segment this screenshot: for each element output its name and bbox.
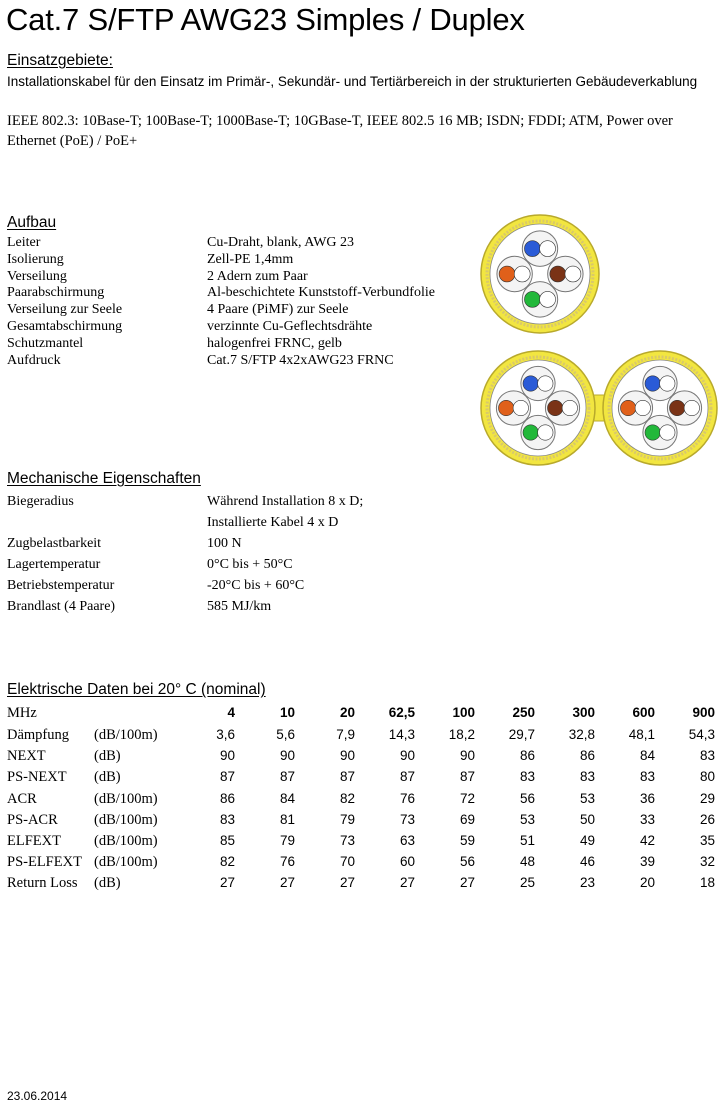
elektrisch-cell: 90 bbox=[219, 748, 235, 764]
elektrisch-cell: 35 bbox=[699, 833, 715, 848]
elektrisch-cell: 87 bbox=[219, 769, 235, 785]
elektrisch-cell: 82 bbox=[219, 854, 235, 870]
elektrisch-cell: 49 bbox=[579, 833, 595, 848]
elektrisch-cell: 42 bbox=[639, 833, 655, 848]
elektrisch-cell: 27 bbox=[279, 875, 295, 891]
pair-brown-wire bbox=[670, 400, 685, 415]
pair-brown-white-wire bbox=[562, 400, 577, 415]
elektrisch-row bbox=[0, 769, 720, 790]
elektrisch-cell: 250 bbox=[512, 705, 535, 720]
pair-brown-white-wire bbox=[565, 266, 581, 282]
elektrisch-row-label: PS-ELFEXT bbox=[7, 854, 82, 871]
mechanisch-row-label: Zugbelastbarkeit bbox=[7, 536, 102, 551]
elektrisch-cell: 29 bbox=[699, 790, 715, 806]
document-date: 23.06.2014 bbox=[7, 1089, 68, 1103]
elektrisch-row bbox=[0, 854, 720, 875]
elektrisch-row-unit: (dB/100m) bbox=[94, 790, 158, 807]
elektrisch-cell: 23 bbox=[579, 875, 595, 891]
elektrisch-row-unit: (dB/100m) bbox=[94, 854, 158, 871]
elektrisch-cell: 81 bbox=[279, 811, 295, 827]
elektrisch-header-row bbox=[0, 705, 720, 726]
aufbau-row bbox=[0, 251, 720, 268]
elektrisch-cell: 3,6 bbox=[216, 727, 235, 742]
elektrisch-cell: 83 bbox=[219, 811, 235, 827]
elektrisch-row-unit: (dB) bbox=[94, 748, 121, 765]
aufbau-row-value: verzinnte Cu-Geflechtsdrähte bbox=[207, 319, 373, 334]
pair-green-white-wire bbox=[538, 425, 553, 440]
elektrisch-row-unit: (dB/100m) bbox=[94, 833, 158, 849]
aufbau-row-value: 4 Paare (PiMF) zur Seele bbox=[207, 302, 349, 318]
elektrisch-cell: 53 bbox=[579, 790, 595, 806]
pair-blue-white-wire bbox=[660, 376, 675, 391]
elektrisch-cell: 63 bbox=[399, 833, 415, 848]
aufbau-heading: Aufbau bbox=[7, 214, 57, 231]
pair-orange-white-wire bbox=[514, 266, 530, 282]
elektrisch-row bbox=[0, 791, 720, 812]
elektrisch-cell: 87 bbox=[339, 769, 355, 785]
elektrisch-cell: 20 bbox=[639, 875, 655, 891]
mechanisch-row-label: Lagertemperatur bbox=[7, 557, 101, 572]
cable-duplex-diagram bbox=[478, 349, 720, 467]
elektrisch-row-label: Return Loss bbox=[7, 875, 78, 892]
aufbau-row-label: Leiter bbox=[7, 235, 41, 250]
elektrisch-cell: 83 bbox=[639, 769, 655, 785]
elektrisch-cell: 79 bbox=[339, 811, 355, 827]
elektrisch-cell: 86 bbox=[519, 748, 535, 764]
page-title: Cat.7 S/FTP AWG23 Simples / Duplex bbox=[6, 2, 525, 37]
elektrisch-cell: 62,5 bbox=[388, 705, 415, 720]
elektrisch-cell: 18 bbox=[699, 875, 715, 891]
elektrisch-row-unit: (dB/100m) bbox=[94, 811, 158, 828]
elektrisch-cell: 56 bbox=[519, 790, 535, 806]
cable-simplex-diagram bbox=[480, 212, 600, 336]
mechanisch-row bbox=[0, 515, 720, 536]
elektrisch-cell: 48,1 bbox=[628, 727, 655, 742]
elektrisch-cell: 87 bbox=[279, 769, 295, 785]
elektrisch-row-label: ACR bbox=[7, 790, 37, 807]
elektrisch-row-label: MHz bbox=[7, 705, 37, 721]
elektrisch-cell: 54,3 bbox=[688, 727, 715, 742]
elektrisch-cell: 70 bbox=[339, 854, 355, 870]
aufbau-row-value: 2 Adern zum Paar bbox=[207, 268, 308, 284]
mechanisch-row bbox=[0, 536, 720, 557]
pair-blue-white-wire bbox=[540, 241, 556, 257]
elektrisch-cell: 26 bbox=[699, 811, 715, 827]
aufbau-row-label: Aufdruck bbox=[7, 352, 61, 368]
elektrisch-cell: 76 bbox=[279, 854, 295, 870]
pair-green-wire bbox=[524, 291, 540, 307]
mechanisch-row-value: -20°C bis + 60°C bbox=[207, 578, 305, 593]
elektrisch-cell: 25 bbox=[519, 875, 535, 891]
pair-blue-wire bbox=[524, 241, 540, 257]
elektrisch-cell: 83 bbox=[519, 769, 535, 785]
elektrisch-cell: 27 bbox=[399, 875, 415, 891]
elektrisch-row-unit: (dB) bbox=[94, 769, 121, 786]
elektrisch-cell: 39 bbox=[639, 854, 655, 870]
elektrisch-cell: 51 bbox=[519, 833, 535, 848]
pair-blue-white-wire bbox=[538, 376, 553, 391]
elektrisch-cell: 50 bbox=[579, 811, 595, 827]
elektrisch-row-unit: (dB/100m) bbox=[94, 727, 158, 743]
pair-orange-white-wire bbox=[513, 400, 528, 415]
pair-orange-white-wire bbox=[635, 400, 650, 415]
elektrisch-cell: 60 bbox=[399, 854, 415, 870]
mechanisch-row-value: 100 N bbox=[207, 536, 242, 551]
einsatz-heading: Einsatzgebiete: bbox=[7, 52, 113, 69]
mechanisch-row-value: Installierte Kabel 4 x D bbox=[207, 515, 339, 530]
pair-blue-wire bbox=[645, 376, 660, 391]
elektrisch-cell: 46 bbox=[579, 854, 595, 870]
mechanisch-row-value: 585 MJ/km bbox=[207, 599, 272, 614]
elektrisch-row-label: NEXT bbox=[7, 748, 46, 765]
mechanisch-row-value: 0°C bis + 50°C bbox=[207, 557, 293, 572]
aufbau-row-label: Verseilung zur Seele bbox=[7, 302, 123, 318]
elektrisch-row bbox=[0, 875, 720, 896]
elektrisch-heading: Elektrische Daten bei 20° C (nominal) bbox=[7, 681, 266, 698]
elektrisch-cell: 27 bbox=[339, 875, 355, 891]
mechanisch-row-label: Betriebstemperatur bbox=[7, 578, 115, 593]
elektrisch-cell: 5,6 bbox=[276, 727, 295, 742]
elektrisch-cell: 14,3 bbox=[388, 727, 415, 742]
elektrisch-cell: 4 bbox=[227, 705, 235, 720]
elektrisch-row-label: PS-ACR bbox=[7, 811, 58, 828]
elektrisch-cell: 10 bbox=[279, 705, 295, 720]
aufbau-row-label: Isolierung bbox=[7, 251, 64, 267]
aufbau-row-label: Schutzmantel bbox=[7, 335, 84, 351]
elektrisch-cell: 7,9 bbox=[336, 727, 355, 742]
elektrisch-cell: 32 bbox=[699, 854, 715, 870]
elektrisch-row-label: Dämpfung bbox=[7, 727, 70, 743]
pair-orange-wire bbox=[620, 400, 635, 415]
aufbau-row bbox=[0, 318, 720, 335]
elektrisch-cell: 90 bbox=[279, 748, 295, 764]
pair-orange-wire bbox=[498, 400, 513, 415]
pair-brown-white-wire bbox=[684, 400, 699, 415]
elektrisch-cell: 59 bbox=[459, 833, 475, 848]
elektrisch-cell: 18,2 bbox=[448, 727, 475, 742]
pair-brown-wire bbox=[548, 400, 563, 415]
elektrisch-cell: 79 bbox=[279, 833, 295, 848]
elektrisch-cell: 86 bbox=[579, 748, 595, 764]
elektrisch-row-unit: (dB) bbox=[94, 875, 121, 892]
elektrisch-cell: 29,7 bbox=[508, 727, 535, 742]
pair-green-wire bbox=[645, 425, 660, 440]
elektrisch-cell: 900 bbox=[692, 705, 715, 720]
aufbau-row-label: Verseilung bbox=[7, 268, 67, 284]
elektrisch-cell: 53 bbox=[519, 811, 535, 827]
elektrisch-cell: 27 bbox=[219, 875, 235, 891]
elektrisch-row-label: ELFEXT bbox=[7, 833, 61, 849]
elektrisch-cell: 90 bbox=[399, 748, 415, 764]
pair-orange-wire bbox=[499, 266, 515, 282]
pair-green-white-wire bbox=[540, 291, 556, 307]
mechanisch-row bbox=[0, 494, 720, 515]
elektrisch-cell: 100 bbox=[452, 705, 475, 720]
elektrisch-cell: 300 bbox=[572, 705, 595, 720]
elektrisch-row bbox=[0, 727, 720, 748]
elektrisch-cell: 87 bbox=[399, 769, 415, 785]
elektrisch-row bbox=[0, 748, 720, 769]
elektrisch-cell: 85 bbox=[219, 833, 235, 848]
elektrisch-cell: 56 bbox=[459, 854, 475, 870]
elektrisch-cell: 83 bbox=[579, 769, 595, 785]
einsatz-text bbox=[7, 73, 707, 90]
aufbau-row-label: Paarabschirmung bbox=[7, 285, 105, 301]
elektrisch-cell: 32,8 bbox=[568, 727, 595, 742]
elektrisch-row bbox=[0, 812, 720, 833]
aufbau-row-value: halogenfrei FRNC, gelb bbox=[207, 335, 342, 351]
elektrisch-row-label: PS-NEXT bbox=[7, 769, 67, 786]
aufbau-row bbox=[0, 268, 720, 285]
elektrisch-cell: 87 bbox=[459, 769, 475, 785]
pair-blue-wire bbox=[523, 376, 538, 391]
elektrisch-cell: 27 bbox=[459, 875, 475, 891]
mechanisch-row bbox=[0, 557, 720, 578]
elektrisch-cell: 600 bbox=[632, 705, 655, 720]
mechanisch-row-label: Biegeradius bbox=[7, 494, 74, 509]
elektrisch-cell: 84 bbox=[639, 748, 655, 764]
pair-green-wire bbox=[523, 425, 538, 440]
pair-green-white-wire bbox=[660, 425, 675, 440]
elektrisch-cell: 33 bbox=[639, 811, 655, 827]
elektrisch-cell: 82 bbox=[339, 790, 355, 806]
mechanisch-heading: Mechanische Eigenschaften bbox=[7, 470, 201, 487]
mechanisch-row bbox=[0, 599, 720, 620]
aufbau-row bbox=[0, 284, 720, 301]
elektrisch-cell: 80 bbox=[699, 769, 715, 785]
pair-brown-wire bbox=[550, 266, 566, 282]
aufbau-row bbox=[0, 301, 720, 318]
mechanisch-row-label: Brandlast (4 Paare) bbox=[7, 599, 116, 614]
aufbau-row-value: Zell-PE 1,4mm bbox=[207, 251, 294, 267]
aufbau-row bbox=[0, 234, 720, 251]
aufbau-row-value: Cat.7 S/FTP 4x2xAWG23 FRNC bbox=[207, 352, 394, 368]
einsatz-standards: IEEE 802.3: 10Base-T; 100Base-T; 1000Base-T; 10GBase-T, IEEE 802.5 16 MB; ISDN; FDDI; ATM, Power over Ethernet (PoE) / PoE+ bbox=[7, 113, 673, 149]
aufbau-row-value: Cu-Draht, blank, AWG 23 bbox=[207, 235, 355, 250]
mechanisch-row-value: Während Installation 8 x D; bbox=[207, 494, 364, 509]
elektrisch-cell: 90 bbox=[459, 748, 475, 764]
elektrisch-cell: 69 bbox=[459, 811, 475, 827]
elektrisch-cell: 90 bbox=[339, 748, 355, 764]
aufbau-row-label: Gesamtabschirmung bbox=[7, 319, 123, 334]
elektrisch-cell: 48 bbox=[519, 854, 535, 870]
elektrisch-cell: 36 bbox=[639, 790, 655, 806]
mechanisch-row bbox=[0, 578, 720, 599]
einsatz-description: Installationskabel für den Einsatz im Primär-, Sekundär- und Tertiärbereich in der strukturierten Gebäudeverkablung bbox=[7, 74, 698, 89]
elektrisch-row bbox=[0, 833, 720, 854]
elektrisch-cell: 73 bbox=[399, 811, 415, 827]
elektrisch-cell: 76 bbox=[399, 790, 415, 806]
elektrisch-cell: 83 bbox=[699, 748, 715, 764]
elektrisch-cell: 84 bbox=[279, 790, 295, 806]
elektrisch-cell: 20 bbox=[339, 705, 355, 720]
elektrisch-cell: 86 bbox=[219, 790, 235, 806]
elektrisch-cell: 72 bbox=[459, 790, 475, 806]
aufbau-row-value: Al-beschichtete Kunststoff-Verbundfolie bbox=[207, 285, 435, 301]
elektrisch-cell: 73 bbox=[339, 833, 355, 848]
